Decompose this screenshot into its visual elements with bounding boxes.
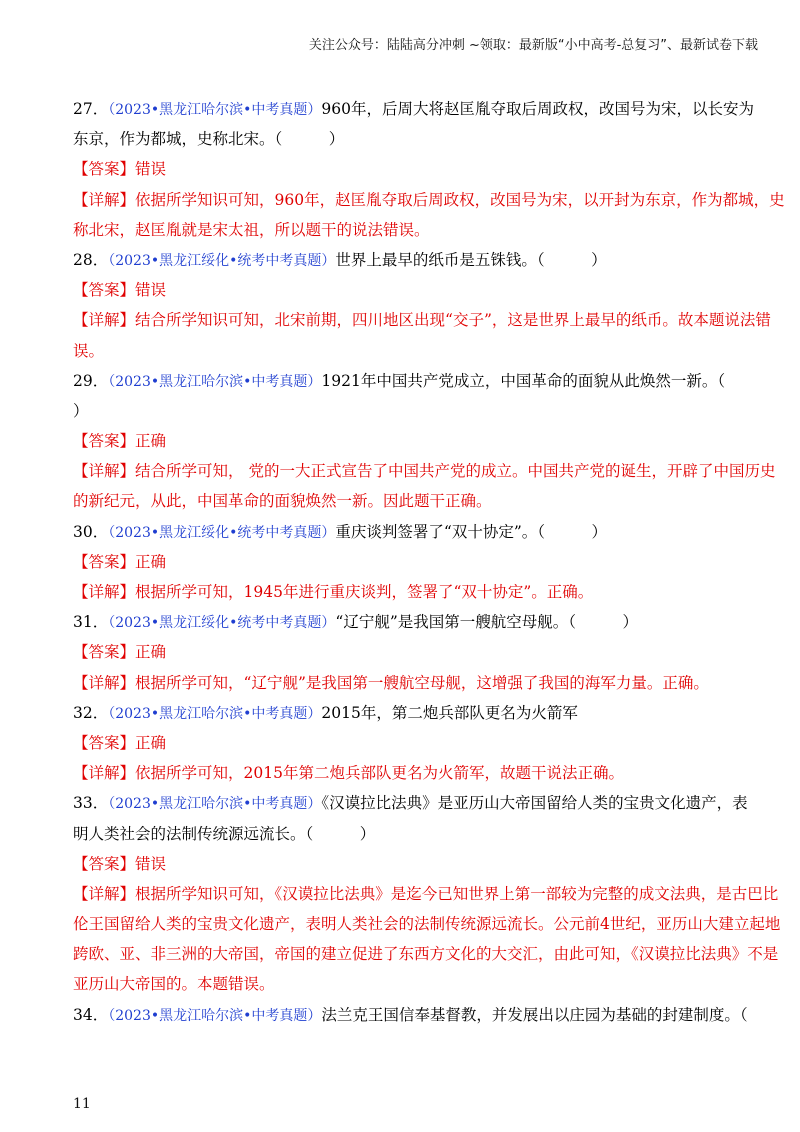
answer-line <box>73 275 733 305</box>
question-number: 30． <box>73 522 109 541</box>
answer-tag: 【答案】 <box>73 552 136 571</box>
question-item <box>73 517 733 608</box>
question-source: （2023•黑龙江绥化•统考中考真题） <box>108 615 336 632</box>
question-source: （2023•黑龙江哈尔滨•中考真题） <box>108 1007 322 1024</box>
question-number: 31． <box>73 613 109 632</box>
question-item <box>73 607 733 698</box>
question-item <box>73 366 776 517</box>
answer-tag: 【答案】 <box>73 854 136 873</box>
detail-line <box>73 336 733 366</box>
detail-text: 根据所学知识可知，《汉谟拉比法典》是迄今已知世界上第一部较为完整的成文法典，是古巴比 <box>135 884 779 903</box>
answer-tag: 【答案】 <box>73 643 136 662</box>
detail-line <box>73 486 733 516</box>
question-stem-line <box>73 607 733 637</box>
detail-tag: 【详解】 <box>73 764 136 783</box>
detail-text: 亚历山大帝国的。本题错误。 <box>73 975 275 994</box>
question-stem-line <box>73 396 733 426</box>
question-source: （2023•黑龙江绥化•统考中考真题） <box>108 524 336 541</box>
question-stem-text: 《汉谟拉比法典》是亚历山大帝国留给人类的宝贵文化遗产，表 <box>321 794 748 813</box>
detail-line <box>73 909 781 939</box>
detail-line <box>73 456 776 486</box>
answer-line <box>73 426 733 456</box>
detail-text: 结合所学可知， 党的一大正式宣告了中国共产党的成立。中国共产党的诞生，开辟了中国历史 <box>135 462 776 481</box>
detail-tag: 【详解】 <box>73 673 136 692</box>
detail-tag: 【详解】 <box>73 190 136 209</box>
detail-tag: 【详解】 <box>73 884 136 903</box>
detail-line <box>73 185 785 215</box>
answer-value: 正确 <box>135 432 167 451</box>
question-number: 29． <box>73 371 109 390</box>
detail-text: 称北宋，赵匡胤就是宋太祖，所以题干的说法错误。 <box>73 220 430 239</box>
detail-text: 误。 <box>73 341 105 360</box>
detail-line <box>73 969 733 999</box>
question-source: （2023•黑龙江哈尔滨•中考真题） <box>108 705 322 722</box>
detail-tag: 【详解】 <box>73 311 136 330</box>
question-number: 33． <box>73 794 109 813</box>
detail-tag: 【详解】 <box>73 462 136 481</box>
question-stem-text: 东京，作为都城，史称北宋。（ ） <box>73 130 345 149</box>
question-stem-line <box>73 788 748 818</box>
answer-line <box>73 637 733 667</box>
question-source: （2023•黑龙江绥化•统考中考真题） <box>108 252 336 269</box>
question-number: 28． <box>73 250 109 269</box>
detail-text: 根据所学可知，1945年进行重庆谈判，签署了“双十协定”。正确。 <box>135 583 594 601</box>
question-stem-line <box>73 819 733 849</box>
question-stem-text: 960年，后周大将赵匡胤夺取后周政权，改国号为宋，以长安为 <box>321 100 754 118</box>
detail-text: 的新纪元，从此，中国革命的面貌焕然一新。因此题干正确。 <box>73 492 492 511</box>
question-item <box>73 698 733 789</box>
answer-tag: 【答案】 <box>73 281 136 300</box>
question-stem-line <box>73 698 733 728</box>
detail-line <box>73 305 771 335</box>
question-source: （2023•黑龙江哈尔滨•中考真题） <box>108 102 322 118</box>
question-source: （2023•黑龙江哈尔滨•中考真题） <box>108 373 322 390</box>
detail-line <box>73 939 779 969</box>
question-stem-line <box>73 366 733 396</box>
question-stem-text: 世界上最早的纸币是五铢钱。（ ） <box>335 250 607 269</box>
question-stem-text: 明人类社会的法制传统源远流长。（ ） <box>73 824 376 843</box>
question-stem-text: 法兰克王国信奉基督教，并发展出以庄园为基础的封建制度。（ <box>321 1005 748 1024</box>
question-number: 27． <box>73 100 109 118</box>
question-item <box>73 245 771 366</box>
detail-text: 根据所学可知，“辽宁舰”是我国第一艘航空母舰，这增强了我国的海军力量。正确。 <box>135 673 709 692</box>
question-item <box>73 1000 748 1030</box>
answer-tag: 【答案】 <box>73 733 136 752</box>
detail-text: 伦王国留给人类的宝贵文化遗产，表明人类社会的法制传统源远流长。公元前4世纪，亚历山大建立起地 <box>73 915 781 934</box>
answer-value: 正确 <box>135 552 167 571</box>
question-stem-line <box>73 1000 748 1030</box>
answer-tag: 【答案】 <box>73 160 136 179</box>
detail-tag: 【详解】 <box>73 583 136 601</box>
question-number: 32． <box>73 703 109 722</box>
question-stem-text: “辽宁舰”是我国第一艘航空母舰。（ ） <box>335 613 638 632</box>
question-stem-text: 2015年，第二炮兵部队更名为火箭军 <box>321 703 578 722</box>
page-header: 关注公众号：陆陆高分冲刺 ~领取：最新版“小中高考-总复习”、最新试卷下载 <box>308 38 758 53</box>
detail-line <box>73 215 733 245</box>
question-stem-line <box>73 517 733 547</box>
answer-line <box>73 154 733 184</box>
detail-text: 依据所学知识可知，960年，赵匡胤夺取后周政权，改国号为宋，以开封为东京，作为都城，史 <box>135 190 785 209</box>
answer-value: 正确 <box>135 643 167 662</box>
detail-text: 结合所学知识可知，北宋前期，四川地区出现“交子”，这是世界上最早的纸币。故本题说法错 <box>135 311 771 330</box>
answer-line <box>73 547 733 577</box>
answer-value: 正确 <box>135 733 167 752</box>
answer-value: 错误 <box>135 281 167 300</box>
question-stem-line <box>73 94 754 124</box>
detail-text: 跨欧、亚、非三洲的大帝国，帝国的建立促进了东西方文化的大交汇，由此可知，《汉谟拉比法典》不是 <box>73 945 779 964</box>
answer-tag: 【答案】 <box>73 432 136 451</box>
question-stem-text: 重庆谈判签署了“双十协定”。（ ） <box>335 522 607 541</box>
page-number: 11 <box>73 1096 91 1112</box>
detail-text: 依据所学可知，2015年第二炮兵部队更名为火箭军，故题干说法正确。 <box>135 764 624 783</box>
answer-line <box>73 849 733 879</box>
question-item <box>73 788 781 999</box>
detail-line <box>73 879 779 909</box>
detail-line <box>73 577 733 607</box>
question-stem-line <box>73 124 733 154</box>
question-list <box>73 94 785 1030</box>
answer-line <box>73 728 733 758</box>
question-stem-text: 1921年中国共产党成立，中国革命的面貌从此焕然一新。（ <box>321 371 726 390</box>
question-number: 34． <box>73 1005 109 1024</box>
question-item <box>73 94 785 245</box>
question-stem-text: ） <box>73 401 89 420</box>
answer-value: 错误 <box>135 160 167 179</box>
question-stem-line <box>73 245 733 275</box>
question-source: （2023•黑龙江哈尔滨•中考真题） <box>108 796 322 813</box>
detail-line <box>73 758 733 788</box>
detail-line <box>73 668 733 698</box>
answer-value: 错误 <box>135 854 167 873</box>
